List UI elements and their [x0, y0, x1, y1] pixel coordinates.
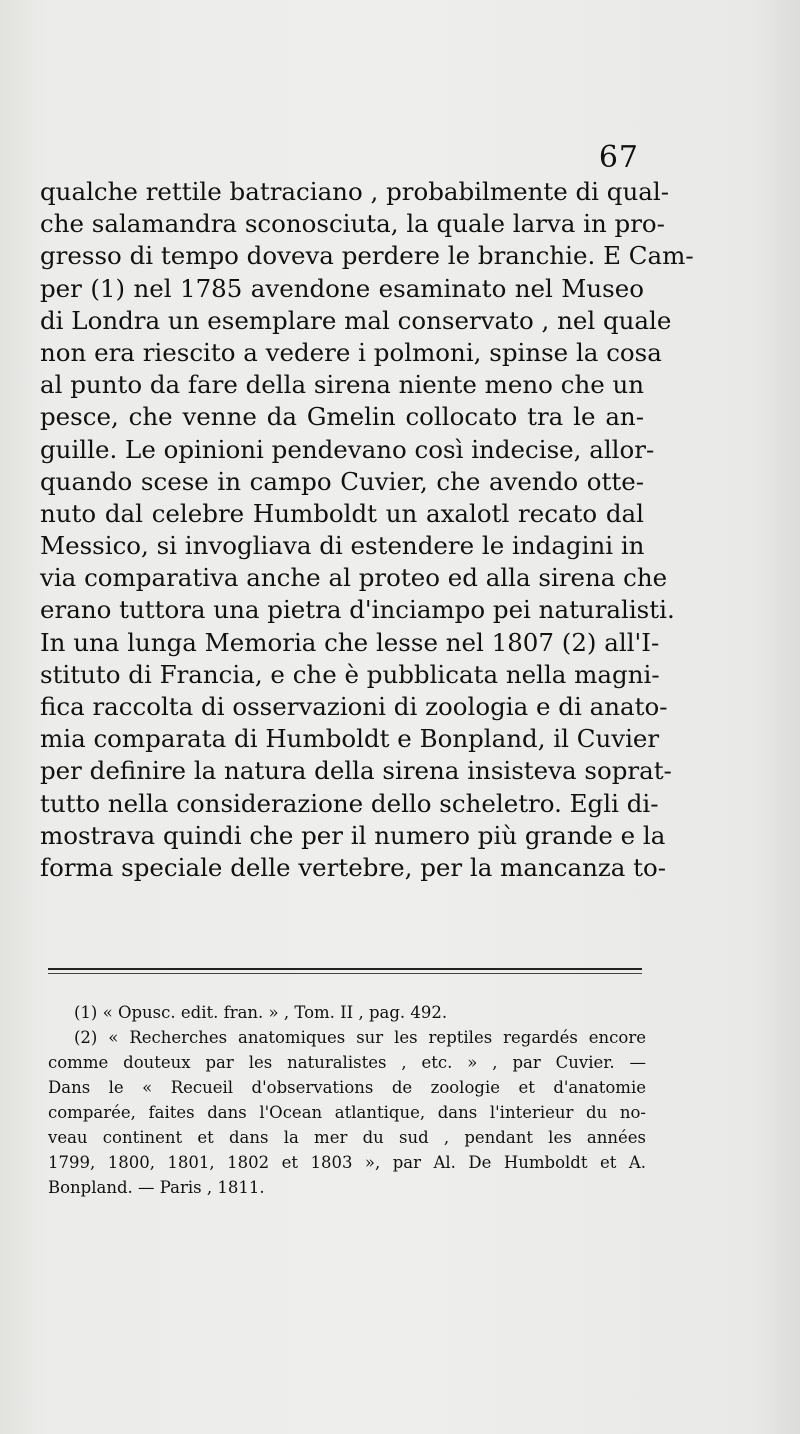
page-number: 67	[598, 140, 639, 175]
text-line: fica raccolta di osservazioni di zoologia e di anato-	[40, 692, 668, 721]
text-line: di Londra un esemplare mal conservato , nel quale	[40, 305, 672, 335]
footnote-2-line: (2) « Recherches anatomiques sur les reptiles regardés encore	[74, 1028, 646, 1047]
footnote-2-line: veau continent et dans la mer du sud , pendant les années	[48, 1128, 646, 1147]
footnote-divider	[48, 968, 642, 970]
text-line: mia comparata di Humboldt e Bonpland, il Cuvier	[40, 724, 660, 754]
text-line: via comparativa anche al proteo ed alla sirena che	[40, 563, 668, 593]
text-line: gresso di tempo doveva perdere le branchie. E Cam-	[40, 241, 694, 271]
footnote-divider-thin	[48, 973, 642, 974]
footnote-2-line: Dans le « Recueil d'observations de zoologie et d'anatomie	[48, 1078, 646, 1097]
body-text	[40, 176, 694, 884]
text-line: qualche rettile batraciano , probabilmente di qual-	[40, 177, 669, 206]
text-line: non era riescito a vedere i polmoni, spinse la cosa	[40, 337, 662, 367]
text-line: mostrava quindi che per il numero più grande e la	[40, 820, 666, 850]
text-line: quando scese in campo Cuvier, che avendo otte-	[40, 466, 644, 496]
text-line: erano tuttora una pietra d'inciampo pei naturalisti.	[40, 595, 675, 625]
text-line: al punto da fare della sirena niente meno che un	[40, 370, 645, 400]
text-line: guille. Le opinioni pendevano così indecise, allor-	[40, 434, 655, 464]
footnote-2-line: comparée, faites dans l'Ocean atlantique, dans l'interieur du no-	[48, 1103, 646, 1122]
text-line: In una lunga Memoria che lesse nel 1807 (2) all'I-	[40, 627, 660, 657]
text-line: Messico, si invogliava di estendere le indagini in	[40, 531, 645, 561]
text-line: forma speciale delle vertebre, per la mancanza to-	[40, 852, 667, 882]
text-line: pesce, che venne da Gmelin collocato tra le an-	[40, 402, 644, 432]
footnote-2-line: Bonpland. — Paris , 1811.	[48, 1178, 265, 1197]
text-line: per (1) nel 1785 avendone esaminato nel Museo	[40, 273, 644, 303]
text-line: che salamandra sconosciuta, la quale larva in pro-	[40, 209, 665, 239]
footnote-1: (1) « Opusc. edit. fran. » , Tom. II , pag. 492.	[74, 1003, 448, 1022]
text-line: stituto di Francia, e che è pubblicata nella magni-	[40, 659, 660, 689]
text-line: per definire la natura della sirena insisteva soprat-	[40, 756, 672, 786]
text-line: tutto nella considerazione dello scheletro. Egli di-	[40, 788, 659, 818]
footnote-2-line: 1799, 1800, 1801, 1802 et 1803 », par Al. De Humboldt et A.	[48, 1153, 646, 1172]
footnotes	[48, 1000, 646, 1200]
footnote-2-line: comme douteux par les naturalistes , etc. » , par Cuvier. —	[48, 1053, 646, 1072]
text-line: nuto dal celebre Humboldt un axalotl recato dal	[40, 498, 644, 528]
